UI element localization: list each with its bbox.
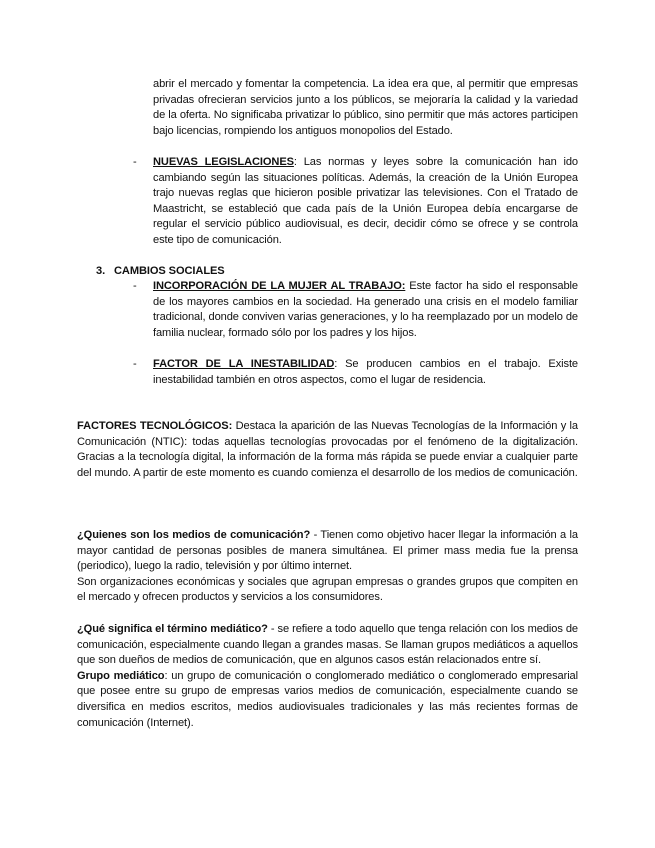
quienes-son-question: ¿Quienes son los medios de comunicación? (77, 529, 311, 541)
bullet-dash: - (133, 358, 137, 370)
nuevas-legislaciones-text: : Las normas y leyes sobre la comunicación han ido cambiando según las situaciones políticas. Además, la creación de la Unión Europea trajo nuevas reglas que hicieron posible privatizar las televisiones. Con el Tratado de Maastricht, se estableció que cada país de la Unión Europea debía encargarse de regular el servicio público audiovisual, es decir, decidir cómo se ofrece y se controla este tipo de comunicación. (153, 156, 578, 246)
continuation-paragraph (153, 77, 578, 139)
mujer-trabajo-item (153, 279, 578, 341)
grupo-mediatico-definition: : un grupo de comunicación o conglomerado mediático o conglomerado empresarial que posee entre su grupo de empresas varios medios de comunicación, especialmente cuando se diversifica en medios escritos, medios audiovisuales tradicionales y las más recientes formas de comunicación (Internet). (77, 669, 578, 729)
quienes-son-text2: Son organizaciones económicas y sociales que agrupan empresas o grandes grupos que compiten en el mercado y ofrecen productos y servicios a los consumidores. (77, 575, 578, 604)
continuation-text: abrir el mercado y fomentar la competencia. La idea era que, al permitir que empresas privadas ofrecieran servicios junto a los públicos, se mejoraría la calidad y la variedad de la oferta. No significaba privatizar lo público, sino permitir que más actores participen bajo licencias, rompiendo los antiguos monopolios del Estado. (153, 78, 578, 137)
section-number: 3. (96, 265, 106, 277)
quienes-son-paragraph (77, 528, 578, 606)
factores-tecnologicos-text: Destaca la aparición de las Nuevas Tecnologías de la Información y la Comunicación (NTIC): todas aquellas tecnologías provocadas por el fenómeno de la digitalización. Gracias a la tecnología digital, la información de la forma más rápida se puede enviar a cualquier parte del mundo. A partir de este momento es cuando comienza el desarrollo de los medios de comunicación. (77, 420, 578, 479)
nuevas-legislaciones-item (153, 155, 578, 249)
mujer-trabajo-paragraph (153, 279, 578, 341)
bullet-dash: - (133, 156, 137, 168)
section-heading: CAMBIOS SOCIALES (114, 265, 225, 277)
factores-tecnologicos-paragraph (77, 419, 578, 481)
inestabilidad-paragraph (153, 357, 578, 388)
inestabilidad-item (153, 357, 578, 388)
bullet-dash: - (133, 280, 137, 292)
mediatico-question: ¿Qué significa el término mediático? (77, 623, 268, 635)
mujer-trabajo-title: INCORPORACIÓN DE LA MUJER AL TRABAJO: (153, 280, 406, 292)
mujer-trabajo-text: Este factor ha sido el responsable de los mayores cambios en la sociedad. Ha generado una crisis en el modelo familiar tradicional, donde conviven varias generaciones, y lo ha reemplazado por un modelo de familia nuclear, formado sólo por los padres y los hijos. (153, 280, 578, 339)
inestabilidad-title: FACTOR DE LA INESTABILIDAD (153, 358, 335, 370)
inestabilidad-text: : Se producen cambios en el trabajo. Existe inestabilidad también en otros aspectos, como el lugar de residencia. (153, 358, 579, 386)
nuevas-legislaciones-paragraph (153, 155, 578, 249)
cambios-sociales-heading (96, 264, 225, 280)
quienes-son-text: - Tienen como objetivo hacer llegar la información a la mayor cantidad de personas posibles de manera simultánea. El primer mass media fue la prensa (periodico), luego la radio, televisión y por último internet. (77, 529, 578, 573)
grupo-mediatico-term: Grupo mediático (77, 669, 165, 682)
nuevas-legislaciones-title: NUEVAS LEGISLACIONES (153, 156, 294, 168)
mediatico-paragraph (77, 622, 578, 731)
mediatico-text: - se refiere a todo aquello que tenga relación con los medios de comunicación, especialmente cuando llegan a grandes masas. Se llaman grupos mediáticos a aquellos que son dueños de medios de comunicación, que en algunos casos están relacionados entre sí. (77, 623, 578, 667)
factores-tecnologicos-title: FACTORES TECNOLÓGICOS: (77, 420, 233, 432)
